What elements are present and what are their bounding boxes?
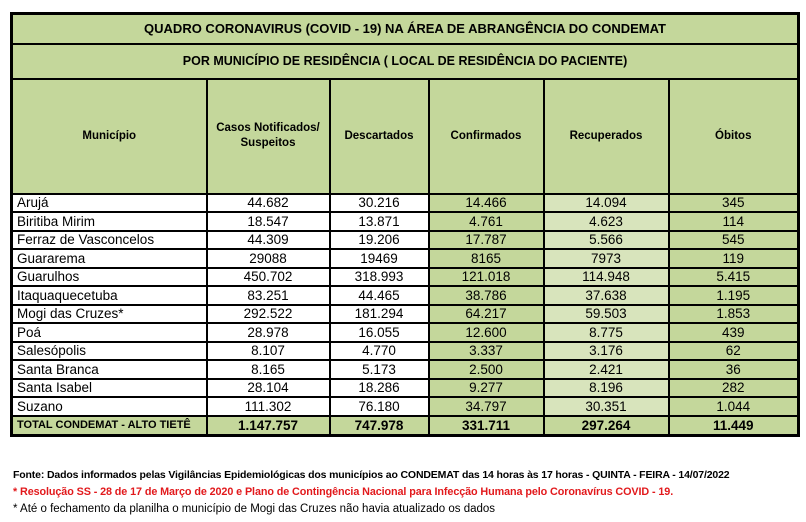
obitos-cell: 62	[669, 342, 799, 361]
descartados-cell: 18.286	[330, 379, 429, 398]
descartados-cell: 4.770	[330, 342, 429, 361]
footnote-resolution: * Resolução SS - 28 de 17 de Março de 2020 e Plano de Contingência Nacional para Infecção Humana pelo Coronavírus COVID - 19.	[13, 486, 674, 498]
table-title: QUADRO CORONAVIRUS (COVID - 19) NA ÁREA DE ABRANGÊNCIA DO CONDEMAT	[12, 14, 799, 44]
casos-cell: 44.309	[207, 231, 330, 250]
descartados-cell: 181.294	[330, 305, 429, 324]
confirmados-cell: 121.018	[429, 268, 544, 287]
table-row-guararema	[12, 249, 799, 268]
descartados-cell: 76.180	[330, 397, 429, 416]
table-row-biritiba-mirim	[12, 212, 799, 231]
descartados-cell: 5.173	[330, 360, 429, 379]
column-header-confirmados: Confirmados	[429, 79, 544, 194]
column-header-descartados: Descartados	[330, 79, 429, 194]
municipality-cell: Santa Isabel	[12, 379, 207, 398]
recuperados-cell: 3.176	[544, 342, 669, 361]
table-row-aruja	[12, 194, 799, 213]
obitos-cell: 1.044	[669, 397, 799, 416]
municipality-cell: Mogi das Cruzes*	[12, 305, 207, 324]
column-header-obitos: Óbitos	[669, 79, 799, 194]
confirmados-cell: 38.786	[429, 286, 544, 305]
recuperados-cell: 7973	[544, 249, 669, 268]
descartados-cell: 318.993	[330, 268, 429, 287]
casos-cell: 292.522	[207, 305, 330, 324]
municipality-cell: Biritiba Mirim	[12, 212, 207, 231]
table-row-guarulhos	[12, 268, 799, 287]
table-row-itaquaquecetuba	[12, 286, 799, 305]
table-subtitle-row	[12, 44, 799, 79]
obitos-cell: 545	[669, 231, 799, 250]
municipality-cell: Suzano	[12, 397, 207, 416]
recuperados-cell: 8.775	[544, 323, 669, 342]
confirmados-cell: 17.787	[429, 231, 544, 250]
obitos-cell: 36	[669, 360, 799, 379]
confirmados-cell: 64.217	[429, 305, 544, 324]
descartados-cell: 30.216	[330, 194, 429, 213]
total-obitos-cell: 11.449	[669, 416, 799, 436]
municipality-cell: Salesópolis	[12, 342, 207, 361]
column-header-row	[12, 79, 799, 194]
table-row-santa-isabel	[12, 379, 799, 398]
confirmados-cell: 3.337	[429, 342, 544, 361]
table-row-salesopolis	[12, 342, 799, 361]
footnote-mogi-update: * Até o fechamento da planilha o município de Mogi das Cruzes não havia atualizado os dados	[13, 503, 496, 515]
obitos-cell: 119	[669, 249, 799, 268]
municipality-cell: Poá	[12, 323, 207, 342]
obitos-cell: 5.415	[669, 268, 799, 287]
table-row-ferraz-de-vasconcelos	[12, 231, 799, 250]
casos-cell: 28.104	[207, 379, 330, 398]
total-label: TOTAL CONDEMAT - ALTO TIETÊ	[12, 416, 207, 436]
table-total-row	[12, 416, 799, 436]
casos-cell: 28.978	[207, 323, 330, 342]
table-title-row	[12, 14, 799, 44]
recuperados-cell: 114.948	[544, 268, 669, 287]
recuperados-cell: 14.094	[544, 194, 669, 213]
obitos-cell: 114	[669, 212, 799, 231]
table-row-santa-branca	[12, 360, 799, 379]
confirmados-cell: 8165	[429, 249, 544, 268]
obitos-cell: 1.195	[669, 286, 799, 305]
obitos-cell: 439	[669, 323, 799, 342]
confirmados-cell: 14.466	[429, 194, 544, 213]
confirmados-cell: 9.277	[429, 379, 544, 398]
obitos-cell: 345	[669, 194, 799, 213]
recuperados-cell: 37.638	[544, 286, 669, 305]
recuperados-cell: 30.351	[544, 397, 669, 416]
casos-cell: 8.165	[207, 360, 330, 379]
table-row-poa	[12, 323, 799, 342]
confirmados-cell: 4.761	[429, 212, 544, 231]
obitos-cell: 282	[669, 379, 799, 398]
table-subtitle: POR MUNICÍPIO DE RESIDÊNCIA ( LOCAL DE RESIDÊNCIA DO PACIENTE)	[12, 44, 799, 79]
recuperados-cell: 4.623	[544, 212, 669, 231]
recuperados-cell: 59.503	[544, 305, 669, 324]
casos-cell: 44.682	[207, 194, 330, 213]
descartados-cell: 16.055	[330, 323, 429, 342]
confirmados-cell: 34.797	[429, 397, 544, 416]
descartados-cell: 13.871	[330, 212, 429, 231]
casos-cell: 18.547	[207, 212, 330, 231]
column-header-recuperados: Recuperados	[544, 79, 669, 194]
table-row-mogi-das-cruzes	[12, 305, 799, 324]
column-header-municipio: Município	[12, 79, 207, 194]
casos-cell: 29088	[207, 249, 330, 268]
obitos-cell: 1.853	[669, 305, 799, 324]
footnote-source: Fonte: Dados informados pelas Vigilâncias Epidemiológicas dos municípios ao CONDEMAT das 14 horas às 17 horas - QUINTA - FEIRA - 14/07/2022	[13, 469, 730, 481]
recuperados-cell: 2.421	[544, 360, 669, 379]
recuperados-cell: 8.196	[544, 379, 669, 398]
municipality-cell: Ferraz de Vasconcelos	[12, 231, 207, 250]
casos-cell: 111.302	[207, 397, 330, 416]
municipality-cell: Guarulhos	[12, 268, 207, 287]
column-header-casos-notificados: Casos Notificados/ Suspeitos	[207, 79, 330, 194]
casos-cell: 8.107	[207, 342, 330, 361]
casos-cell: 450.702	[207, 268, 330, 287]
total-recuperados-cell: 297.264	[544, 416, 669, 436]
casos-cell: 83.251	[207, 286, 330, 305]
municipality-cell: Itaquaquecetuba	[12, 286, 207, 305]
covid-table	[10, 12, 800, 437]
municipality-cell: Arujá	[12, 194, 207, 213]
confirmados-cell: 12.600	[429, 323, 544, 342]
recuperados-cell: 5.566	[544, 231, 669, 250]
descartados-cell: 44.465	[330, 286, 429, 305]
total-casos-cell: 1.147.757	[207, 416, 330, 436]
confirmados-cell: 2.500	[429, 360, 544, 379]
descartados-cell: 19469	[330, 249, 429, 268]
descartados-cell: 19.206	[330, 231, 429, 250]
municipality-cell: Santa Branca	[12, 360, 207, 379]
total-descartados-cell: 747.978	[330, 416, 429, 436]
table-row-suzano	[12, 397, 799, 416]
total-confirmados-cell: 331.711	[429, 416, 544, 436]
footnotes	[13, 469, 803, 515]
municipality-cell: Guararema	[12, 249, 207, 268]
